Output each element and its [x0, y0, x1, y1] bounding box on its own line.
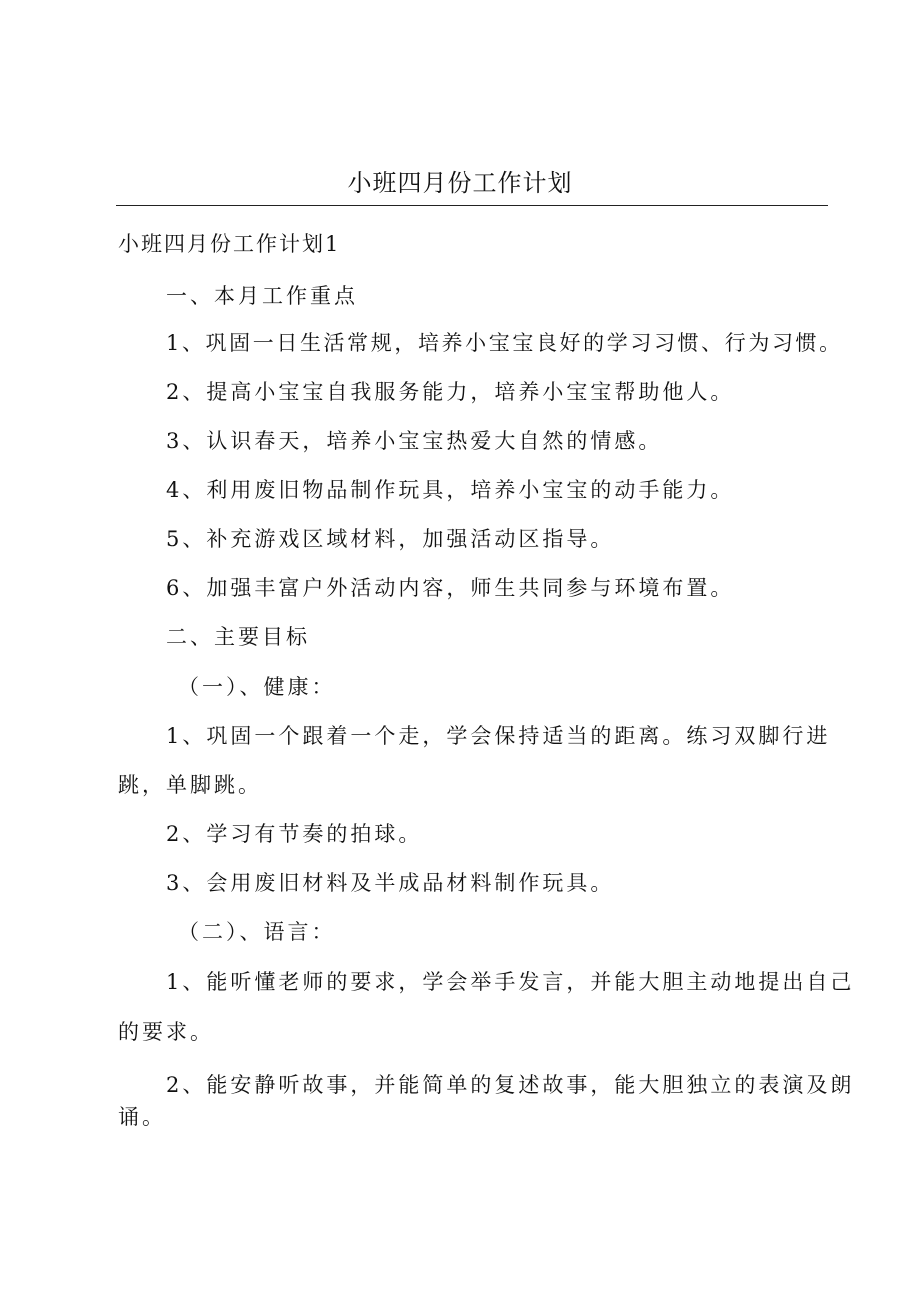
work-focus-item-3: 3、认识春天，培养小宝宝热爱大自然的情感。 — [166, 429, 663, 453]
language-item-1-line-1: 1、能听懂老师的要求，学会举手发言，并能大胆主动地提出自己 — [166, 970, 855, 994]
work-focus-item-2: 2、提高小宝宝自我服务能力，培养小宝宝帮助他人。 — [166, 380, 735, 404]
language-item-1-line-2: 的要求。 — [118, 1020, 214, 1044]
work-focus-item-5: 5、补充游戏区域材料，加强活动区指导。 — [166, 527, 615, 551]
health-item-1-line-2: 跳，单脚跳。 — [118, 773, 262, 797]
subsection-heading-health: （一）、健康： — [178, 675, 336, 699]
work-focus-item-6: 6、加强丰富户外活动内容，师生共同参与环境布置。 — [166, 576, 735, 600]
language-item-2-line-1: 2、能安静听故事，并能简单的复述故事，能大胆独立的表演及朗 — [166, 1073, 855, 1097]
work-focus-item-1: 1、巩固一日生活常规，培养小宝宝良好的学习习惯、行为习惯。 — [166, 331, 843, 355]
health-item-2: 2、学习有节奏的拍球。 — [166, 822, 423, 846]
language-item-2-line-2: 诵。 — [118, 1105, 166, 1129]
subsection-heading-language: （二）、语言： — [178, 920, 336, 944]
title-underline — [116, 205, 828, 206]
section-heading-work-focus: 一、本月工作重点 — [166, 284, 358, 308]
document-title: 小班四月份工作计划 — [347, 169, 573, 197]
health-item-1-line-1: 1、巩固一个跟着一个走，学会保持适当的距离。练习双脚行进 — [166, 724, 831, 748]
health-item-3: 3、会用废旧材料及半成品材料制作玩具。 — [166, 871, 615, 895]
section-heading-main-goals: 二、主要目标 — [166, 625, 310, 649]
document-subtitle: 小班四月份工作计划1 — [118, 232, 341, 256]
work-focus-item-4: 4、利用废旧物品制作玩具，培养小宝宝的动手能力。 — [166, 478, 735, 502]
